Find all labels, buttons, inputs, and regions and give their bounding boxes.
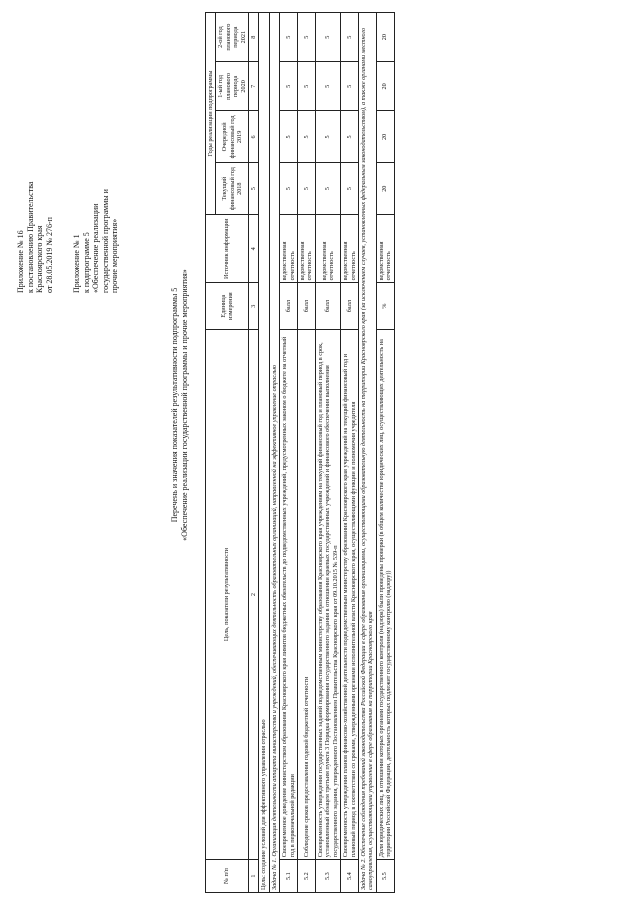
task-2-text: Задача № 2. Обеспечение соблюдения требований законодательства Российской Федерации в сфере образования организациями, осуществляющими образовательную деятельность на территории Красноярского края (за исключением случаев, установленных федеральным законодательством), а также органами местного самоуправления, осуществляющими управление в сфере образования на территории Красноярского края [358,13,376,893]
col-number: 1 [249,860,259,893]
task-1-text: Задача № 1. Организация деятельности аппарата министерства и учреждений, обеспечивающих деятельность образовательных организаций, направленной на эффективное управление отраслью [269,13,279,893]
row-value-2019: 5 [298,111,316,163]
header-year-3-value: 2020 [239,80,247,93]
row-num: 5.4 [341,860,359,893]
row-indicator-text: Своевременное доведение министерством образования Красноярского края лимитов бюджетных обязательств до подведомственных учреждений, предусмотренных законом о бюджете на отчетный год в первоначальной редакции [280,329,298,859]
row-value-2021: 5 [315,13,340,62]
appendix-1-line: прочие мероприятия» [110,218,120,293]
row-source: ведомственная отчетность [376,215,394,283]
goal-text: Цель: создание условий для эффективного управления отраслью [259,13,269,893]
row-value-2020: 5 [315,62,340,111]
row-value-2018: 5 [315,163,340,215]
header-year-2-label: Очередной финансовый год [221,115,236,159]
appendix-16-line: Приложение № 16 [16,230,25,293]
table-row [341,13,359,893]
row-value-2019: 5 [341,111,359,163]
title-line-2: «Обеспечение реализации государственной программы и прочие мероприятия» [180,269,189,541]
appendix-1-line: к подпрограмме 5 [81,232,91,293]
appendix-16-line: к постановлению Правительства [25,181,35,293]
table-row [376,13,394,893]
header-source: Источник информации [206,215,249,283]
header-goal: Цель, показатели результативности [206,329,249,859]
col-number: 6 [249,111,259,163]
table-row [315,13,340,893]
row-num: 5.1 [280,860,298,893]
row-value-2020: 5 [341,62,359,111]
row-source: ведомственная отчетность [298,215,316,283]
task-1-row [269,13,279,893]
row-source: ведомственная отчетность [315,215,340,283]
task-2-row [358,13,376,893]
row-unit: балл [315,283,340,329]
header-row-1 [206,13,216,893]
header-year-4-value: 2021 [239,30,247,44]
table-row [298,13,316,893]
row-value-2019: 5 [280,111,298,163]
row-indicator-text: Своевременность утверждения государственных заданий подведомственным министерству образования Красноярского края учреждениям на текущий финансовый год и плановый период в срок, установленный абзацем третьим пункта 3 Порядка формирования государственного задания в отношении краевых государственных учреждений и финансового обеспечения выполнения государственного задания, утвержденного Постановлением Правительства Красноярского края от 09.10.2015 № 539-п [315,329,340,859]
row-value-2019: 20 [376,111,394,163]
row-value-2019: 5 [315,111,340,163]
row-value-2021: 5 [280,13,298,62]
appendix-1-block [72,189,120,293]
row-source: ведомственная отчетность [341,215,359,283]
row-num: 5.5 [376,860,394,893]
document-title [170,225,190,585]
appendix-1-line: Приложение № 1 [72,234,81,293]
title-line-1: Перечень и значения показателей результативности подпрограммы 5 [170,287,179,523]
appendix-16-line: Красноярского края [35,225,45,293]
row-indicator-text: Соблюдение сроков предоставления годовой бюджетной отчетности [298,329,316,859]
row-unit: балл [280,283,298,329]
row-indicator-text: Своевременность утверждения планов финансово-хозяйственной деятельности подведомственным министерству образования Красноярского края учреждений на текущий финансовый год и плановый период в соответствии со сроками, утвержденными органами исполнительной власти Красноярского края, осуществляющими функции и полномочия учредителя [341,329,359,859]
row-unit: балл [298,283,316,329]
row-value-2018: 5 [298,163,316,215]
row-value-2020: 20 [376,62,394,111]
appendix-1-line: «Обеспечение реализации [91,203,101,293]
appendix-16-block [16,182,54,293]
header-years-group: Годы реализации подпрограммы [206,13,216,215]
col-number: 5 [249,163,259,215]
row-value-2021: 5 [298,13,316,62]
col-number: 2 [249,329,259,859]
col-number: 4 [249,215,259,283]
header-year-3-label: 1-ый год планового периода [217,72,240,100]
header-year-1-label: Текущий финансовый год [221,167,236,211]
row-value-2021: 20 [376,13,394,62]
row-value-2018: 5 [341,163,359,215]
col-number: 8 [249,13,259,62]
header-year-2 [216,111,249,163]
row-value-2018: 5 [280,163,298,215]
row-num: 5.3 [315,860,340,893]
row-value-2020: 5 [298,62,316,111]
row-source: ведомственная отчетность [280,215,298,283]
row-unit: балл [341,283,359,329]
header-year-4 [216,13,249,62]
header-year-1-value: 2018 [235,182,243,195]
header-year-3 [216,62,249,111]
row-value-2018: 20 [376,163,394,215]
header-year-4-label: 2-ой год планового периода [217,23,240,51]
row-value-2020: 5 [280,62,298,111]
header-year-2-value: 2019 [235,130,243,144]
appendix-1-line: государственной программы и [100,189,110,293]
table-row [280,13,298,893]
indicators-table [205,12,395,893]
row-value-2021: 5 [341,13,359,62]
row-indicator-text: Доля юридических лиц, в отношении которых органами государственного контроля (надзора) были проведены проверки (в общем количестве юридических лиц, осуществляющих деятельность на территории Российской Федерации, деятельность которых подлежит государственному контролю (надзору)) [376,329,394,859]
header-unit: Единица измерения [206,283,249,329]
column-numbers-row [249,13,259,893]
header-year-1 [216,163,249,215]
goal-row [259,13,269,893]
row-num: 5.2 [298,860,316,893]
header-num: № п/п [206,860,249,893]
col-number: 7 [249,62,259,111]
appendix-16-line: от 28.05.2019 № 276-п [44,217,54,293]
row-unit: % [376,283,394,329]
col-number: 3 [249,283,259,329]
